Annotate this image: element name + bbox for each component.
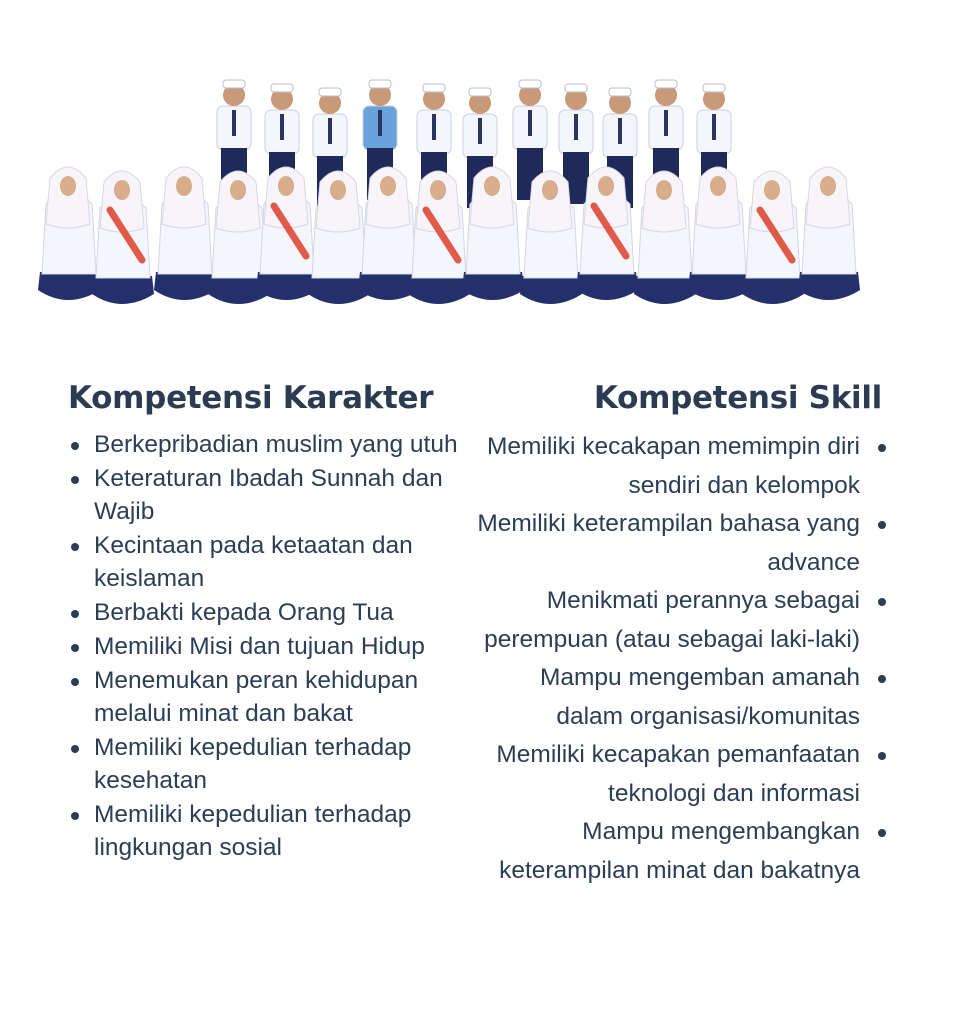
character-competency-section <box>68 378 458 865</box>
list-item: Kecintaan pada ketaatan dan keislaman <box>68 529 458 595</box>
list-item: Keteraturan Ibadah Sunnah dan Wajib <box>68 462 458 528</box>
skill-competency-list <box>470 428 890 890</box>
list-item: Memiliki keterampilan bahasa yang advance <box>470 505 890 582</box>
skill-competency-section <box>470 378 890 890</box>
list-item: Berkepribadian muslim yang utuh <box>68 428 458 461</box>
list-item: Berbakti kepada Orang Tua <box>68 596 458 629</box>
list-item: Memiliki kepedulian terhadap kesehatan <box>68 731 458 797</box>
list-item: Memiliki Misi dan tujuan Hidup <box>68 630 458 663</box>
character-competency-list <box>68 428 458 864</box>
list-item: Menemukan peran kehidupan melalui minat dan bakat <box>68 664 458 730</box>
list-item: Mampu mengemban amanah dalam organisasi/komunitas <box>470 659 890 736</box>
skill-competency-heading: Kompetensi Skill <box>593 380 882 416</box>
group-photo <box>24 56 900 312</box>
list-item: Memiliki kepedulian terhadap lingkungan sosial <box>68 798 458 864</box>
character-competency-heading: Kompetensi Karakter <box>68 380 434 416</box>
list-item: Memiliki kecapakan pemanfaatan teknologi dan informasi <box>470 736 890 813</box>
list-item: Mampu mengembangkan keterampilan minat dan bakatnya <box>470 813 890 890</box>
list-item: Menikmati perannya sebagai perempuan (atau sebagai laki-laki) <box>470 582 890 659</box>
list-item: Memiliki kecakapan memimpin diri sendiri dan kelompok <box>470 428 890 505</box>
